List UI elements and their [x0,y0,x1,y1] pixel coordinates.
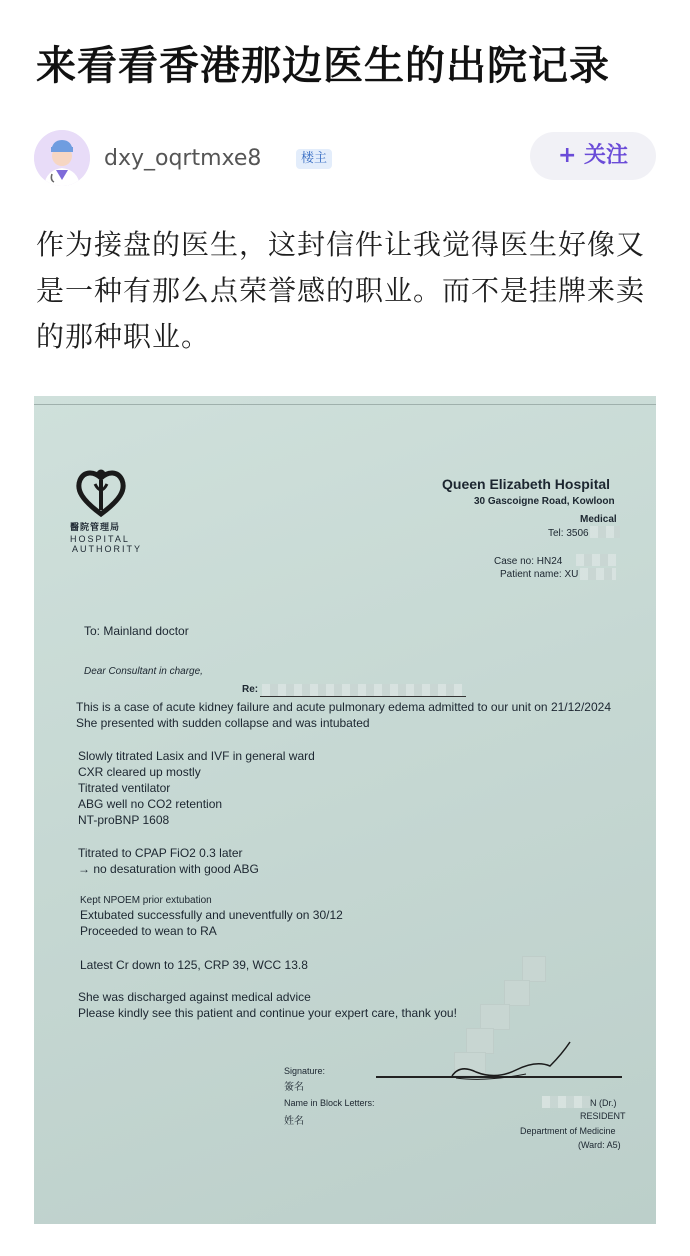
signature-scribble-icon [446,1036,576,1084]
author-row [34,130,656,188]
signature-label: Signature: [284,1066,326,1076]
letter-salutation: Dear Consultant in charge, [84,666,203,677]
redaction-pixel [522,956,546,982]
doctor-avatar-icon [34,130,90,186]
redaction-signer [542,1096,590,1108]
letter-line: ABG well no CO2 retention [78,797,223,811]
letter-to: To: Mainland doctor [84,624,189,638]
redaction-case [576,554,616,566]
letter-line: Titrated to CPAP FiO2 0.3 later [78,846,243,860]
letter-line: Slowly titrated Lasix and IVF in general ward [78,749,315,763]
follow-button[interactable]: + 关注 [530,132,656,180]
dept-header: Medical [580,514,617,525]
redaction-pixel [480,1004,510,1030]
letter-line: Extubated successfully and uneventfully on 30/12 [80,908,343,922]
hospital-authority-logo-icon [74,466,128,518]
redaction-tel [590,526,620,538]
letter-re: Re: [242,684,259,695]
org-name-cn: 醫院管理局 [70,522,121,532]
letter-line: Proceeded to wean to RA [80,924,217,938]
letter-line: → no desaturation with good ABG [78,862,259,876]
author-username[interactable]: dxy_oqrtmxe8 [104,146,262,171]
letter-line: This is a case of acute kidney failure and acute pulmonary edema admitted to our unit on 21/12/2024 [76,700,611,714]
letter-line: Titrated ventilator [78,781,171,795]
hospital-tel: Tel: 3506 [548,528,589,539]
hospital-name: Queen Elizabeth Hospital [442,476,611,492]
signer-dept: Department of Medicine [520,1126,616,1136]
org-name-en-1: HOSPITAL [70,534,130,544]
signer-title: RESIDENT [580,1111,626,1121]
avatar[interactable] [34,130,90,186]
letter-line: Kept NPOEM prior extubation [80,895,212,906]
letter-labs: Latest Cr down to 125, CRP 39, WCC 13.8 [80,958,308,972]
post-title: 来看看香港那边医生的出院记录 [36,43,610,89]
re-underline [260,696,466,697]
redaction-pixel [504,980,530,1006]
redaction-re [262,684,462,696]
signature-label-cn: 簽名 [284,1082,304,1093]
patient-name: Patient name: XU [500,569,579,580]
scan-line [34,404,656,405]
letter-line: NT-proBNP 1608 [78,813,170,827]
letter-line: She was discharged against medical advice [78,990,311,1004]
op-badge: 楼主 [296,149,332,169]
hospital-address: 30 Gascoigne Road, Kowloon [474,496,615,507]
signer-ward: (Ward: A5) [578,1140,621,1150]
letter-line: She presented with sudden collapse and was intubated [76,716,370,730]
block-letters-label-cn: 姓名 [284,1116,304,1127]
signer-suffix: N (Dr.) [590,1098,617,1108]
post-body: 作为接盘的医生，这封信件让我觉得医生好像又是一种有那么点荣誉感的职业。而不是挂牌来卖的那种职业。 [36,228,646,353]
case-number: Case no: HN24 [494,556,563,567]
letter-line: Please kindly see this patient and continue your expert care, thank you! [78,1006,457,1020]
discharge-letter-photo[interactable] [34,396,656,1224]
letter-line: CXR cleared up mostly [78,765,201,779]
redaction-patient [580,568,616,580]
block-letters-label: Name in Block Letters: [284,1098,375,1108]
org-name-en-2: AUTHORITY [72,544,143,554]
